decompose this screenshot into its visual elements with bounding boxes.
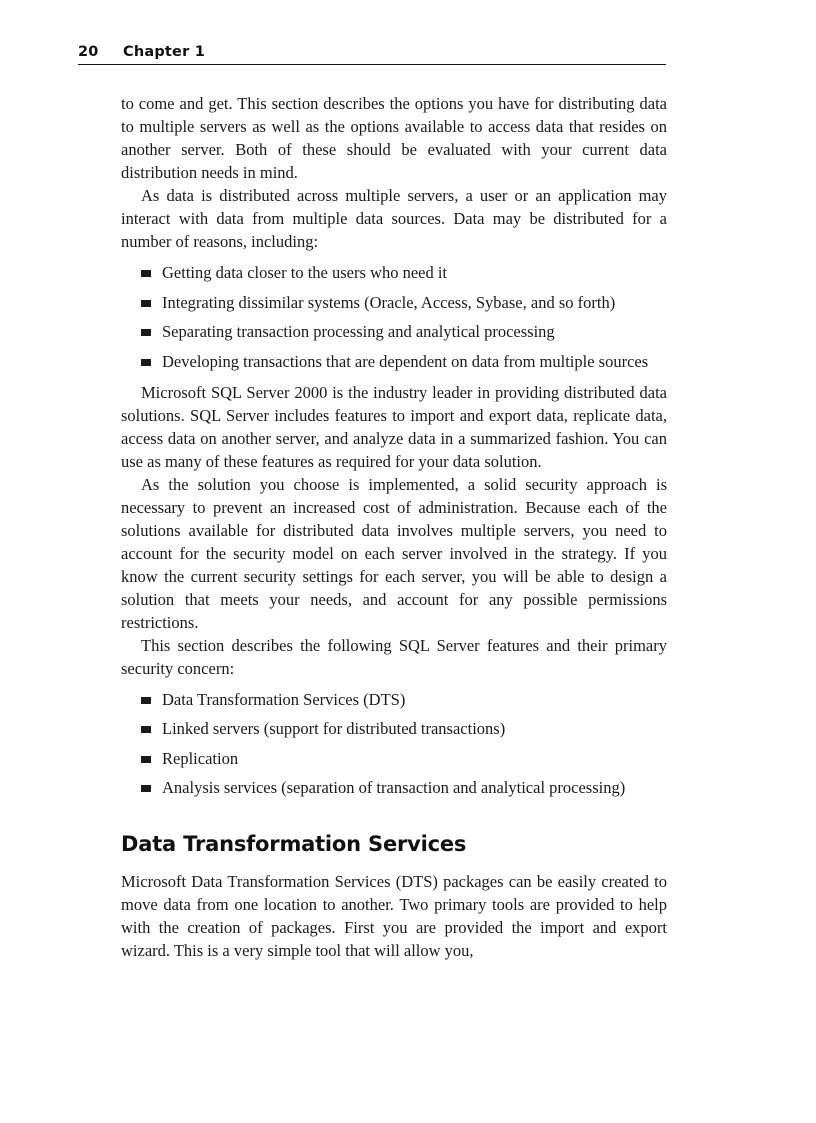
page-number: 20 xyxy=(78,44,99,60)
bullet-list-features xyxy=(121,688,667,800)
bullet-icon xyxy=(141,697,151,704)
bullet-icon xyxy=(141,756,151,763)
list-item xyxy=(121,776,667,799)
paragraph: As data is distributed across multiple servers, a user or an application may interact with data from multiple data sources. Data may be distributed for a number of reasons, including: xyxy=(121,186,667,251)
list-item-text: Analysis services (separation of transaction and analytical processing) xyxy=(162,778,626,797)
paragraph: This section describes the following SQL Server features and their primary security concern: xyxy=(121,635,667,678)
paragraph: Microsoft SQL Server 2000 is the industry leader in providing distributed data solutions. SQL Server includes features to import and export data, replicate data, access data on another server, and analyze data in a summarized fashion. You can use as many of these features as required for your data solution. xyxy=(121,382,667,471)
list-item xyxy=(121,717,667,740)
list-item xyxy=(121,747,667,770)
list-item xyxy=(121,350,667,373)
list-item xyxy=(121,261,667,284)
bullet-icon xyxy=(141,329,151,336)
paragraph: Microsoft Data Transformation Services (DTS) packages can be easily created to move data from one location to another. Two primary tools are provided to help with the creation of packages. First you are provided the import and export wizard. This is a very simple tool that will allow you, xyxy=(121,872,667,960)
bullet-icon xyxy=(141,359,151,366)
chapter-label: Chapter 1 xyxy=(123,44,205,60)
list-item-text: Getting data closer to the users who need it xyxy=(162,263,448,282)
list-item xyxy=(121,688,667,711)
list-item-text: Replication xyxy=(162,748,239,768)
bullet-icon xyxy=(141,726,151,733)
list-item-text: Linked servers (support for distributed transactions) xyxy=(162,719,506,738)
list-item-text: Developing transactions that are dependent on data from multiple sources xyxy=(162,351,649,371)
list-item-text: Integrating dissimilar systems (Oracle, Access, Sybase, and so forth) xyxy=(162,292,616,312)
list-item xyxy=(121,291,667,314)
paragraph: As the solution you choose is implemented, a solid security approach is necessary to prevent an increased cost of administration. Because each of the solutions available for distributed data involves multiple servers, you need to account for the security model on each server involved in the strategy. If you know the current security settings for each server, you will be able to design a solution that meets your needs, and account for any possible permissions restrictions. xyxy=(121,474,667,632)
bullet-icon xyxy=(141,785,151,792)
list-item xyxy=(121,320,667,343)
bullet-icon xyxy=(141,270,151,277)
body-text xyxy=(121,92,667,962)
bullet-icon xyxy=(141,300,151,307)
list-item-text: Data Transformation Services (DTS) xyxy=(162,689,406,709)
paragraph: to come and get. This section describes the options you have for distributing data to multiple servers as well as the options available to access data that resides on another server. Both of these should be evaluated with your current data distribution needs in mind. xyxy=(121,94,667,182)
section-heading: Data Transformation Services xyxy=(121,832,467,856)
list-item-text: Separating transaction processing and analytical processing xyxy=(162,322,555,341)
running-header xyxy=(78,42,666,65)
bullet-list-reasons xyxy=(121,261,667,373)
